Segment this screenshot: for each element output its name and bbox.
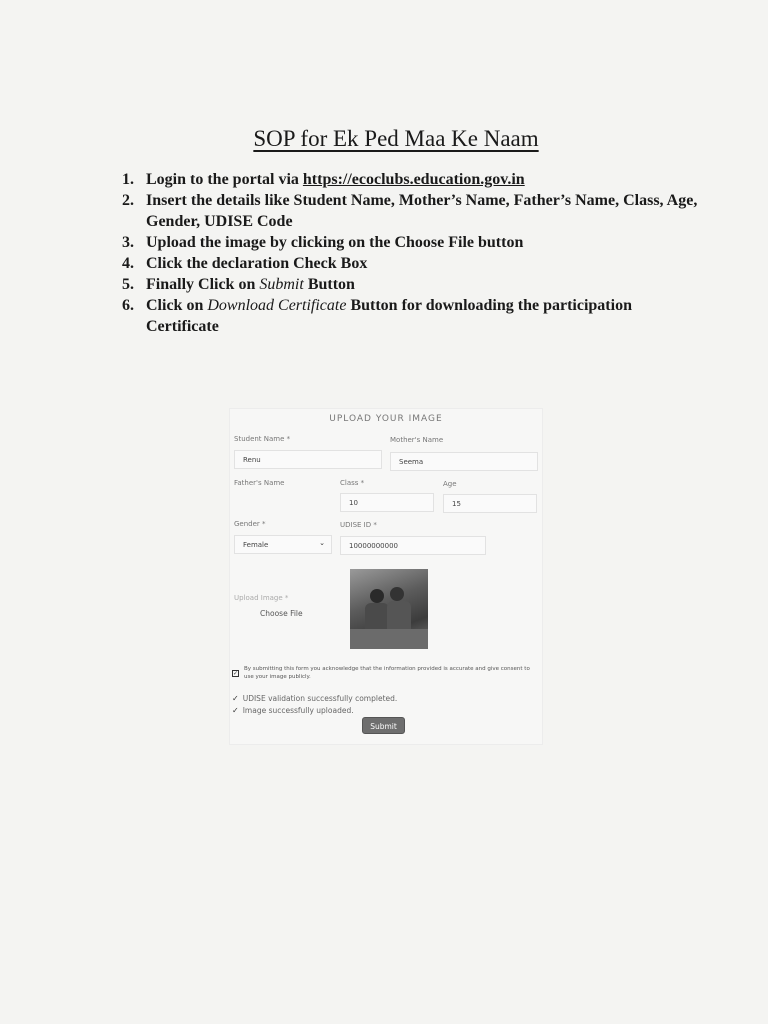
- submit-button[interactable]: Submit: [362, 717, 405, 734]
- step-item: [122, 274, 702, 295]
- check-icon: ✓: [232, 706, 239, 715]
- steps-list: [122, 169, 702, 337]
- udise-label: UDISE ID *: [340, 521, 377, 529]
- step-emphasis: Download Certificate: [207, 297, 347, 314]
- check-icon: ✓: [233, 670, 239, 677]
- step-item: [122, 295, 702, 337]
- choose-file-button[interactable]: Choose File: [260, 609, 303, 618]
- page-title: SOP for Ek Ped Maa Ke Naam: [253, 126, 539, 151]
- gender-value: Female: [243, 541, 269, 549]
- class-label: Class *: [340, 479, 365, 487]
- step-text: Button: [303, 276, 355, 293]
- step-text: Insert the details like Student Name, Mother’s Name, Father’s Name, Class, Age, Gender, UDISE Code: [146, 192, 698, 230]
- step-number: 5.: [122, 276, 134, 293]
- step-item: [122, 169, 702, 190]
- step-number: 4.: [122, 255, 134, 272]
- udise-status: [232, 694, 397, 703]
- student-name-input[interactable]: Renu: [234, 450, 382, 469]
- step-text: Login to the portal via: [146, 171, 303, 188]
- form-title: UPLOAD YOUR IMAGE: [329, 414, 443, 424]
- student-name-label: Student Name *: [234, 435, 291, 443]
- image-status: [232, 706, 354, 715]
- step-item: [122, 253, 702, 274]
- step-item: [122, 232, 702, 253]
- upload-form-screenshot: [229, 408, 543, 745]
- step-text: Click on: [146, 297, 208, 314]
- portal-link[interactable]: https://ecoclubs.education.gov.in: [302, 171, 525, 188]
- mother-name-label: Mother's Name: [390, 436, 444, 444]
- age-label: Age: [443, 480, 457, 488]
- step-text: Button for downloading the participation Certificate: [146, 297, 632, 335]
- udise-input[interactable]: 10000000000: [340, 536, 486, 555]
- step-text: Upload the image by clicking on the Choose File button: [146, 234, 524, 251]
- check-icon: ✓: [232, 694, 239, 703]
- declaration-checkbox[interactable]: [232, 670, 239, 677]
- step-number: 2.: [122, 192, 134, 209]
- chevron-down-icon: ⌄: [319, 539, 325, 547]
- step-number: 3.: [122, 234, 134, 251]
- step-number: 1.: [122, 171, 134, 188]
- step-number: 6.: [122, 297, 134, 314]
- father-name-label: Father's Name: [234, 479, 285, 487]
- step-emphasis: Submit: [259, 276, 304, 293]
- uploaded-photo: [350, 569, 428, 649]
- upload-image-label: Upload Image *: [234, 594, 289, 602]
- image-status-text: Image successfully uploaded.: [242, 706, 354, 715]
- mother-name-input[interactable]: Seema: [390, 452, 538, 471]
- step-text: Click the declaration Check Box: [146, 255, 368, 272]
- class-input[interactable]: 10: [340, 493, 434, 512]
- age-input[interactable]: 15: [443, 494, 537, 513]
- step-text: Finally Click on: [146, 276, 260, 293]
- gender-label: Gender *: [234, 520, 266, 528]
- declaration-text: By submitting this form you acknowledge that the information provided is accurate and give consent to use your image publicly.: [244, 666, 530, 680]
- udise-status-text: UDISE validation successfully completed.: [242, 694, 398, 703]
- step-item: [122, 190, 702, 232]
- gender-select[interactable]: [234, 535, 332, 554]
